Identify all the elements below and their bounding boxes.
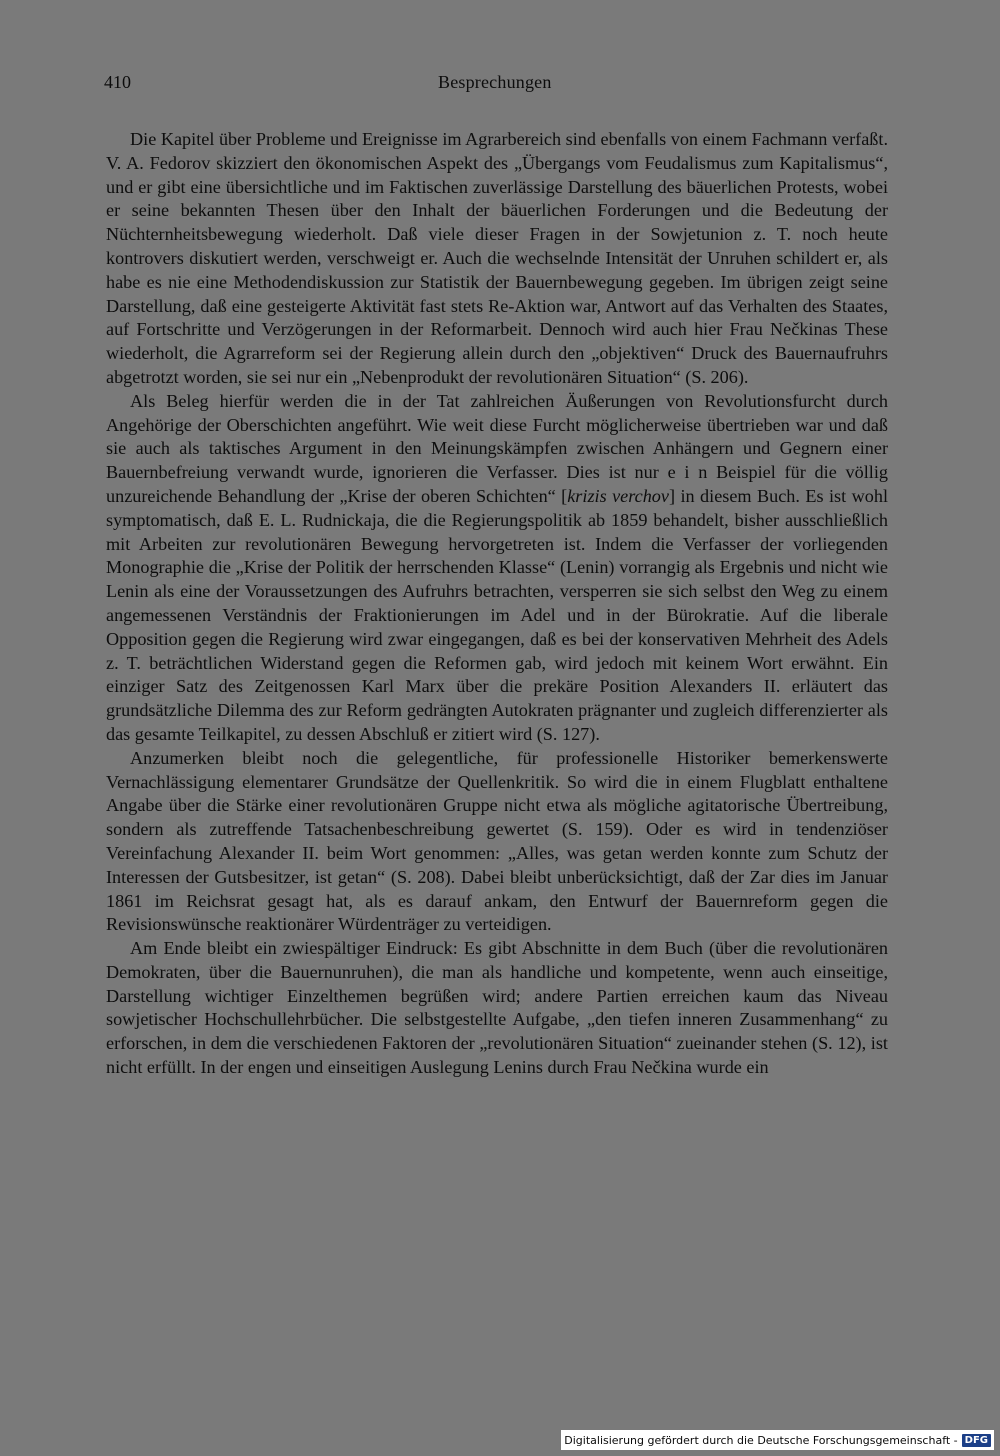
paragraph-1: Die Kapitel über Probleme und Ereignisse im Agrarbereich sind ebenfalls von einem Fachmann verfaßt. V. A. Fedorov skizziert den ökonomischen Aspekt des „Übergangs vom Feudalismus zum Kapitalismus“, und er gibt eine übersichtliche und im Faktischen zuverlässige Darstellung des bäuerlichen Protests, wobei er seine bekannten Thesen über den Inhalt der bäuerlichen Forderungen und die Bedeutung der Nüchternheitsbewegung wiederholt. Daß viele dieser Fragen in der Sowjetunion z. T. noch heute kontrovers diskutiert werden, verschweigt er. Auch die wechselnde Intensität der Unruhen schildert er, als habe es nie eine Methodendiskussion zur Statistik der Bauernbewegung gegeben. Im übrigen zeigt seine Darstellung, daß eine gesteigerte Aktivität fast stets Re-Aktion war, Antwort auf das Verhalten des Staates, auf Fortschritte und Verzögerungen in der Reformarbeit. Dennoch wird auch hier Frau Nečkinas These wiederholt, die Agrarreform sei der Regierung allein durch den „objektiven“ Druck des Bauernaufruhrs abgetrotzt worden, sie sei nur ein „Nebenprodukt der revolutionären Situation“ (S. 206). <box>106 129 888 387</box>
article-body <box>106 128 888 1080</box>
paragraph-3: Anzumerken bleibt noch die gelegentliche, für professionelle Historiker bemerkenswerte Vernachlässigung elementarer Grundsätze der Quellenkritik. So wird die in einem Flugblatt enthaltene Angabe über die Stärke einer revolutionären Gruppe nicht etwa als mögliche agitatorische Übertreibung, sondern als zutreffende Tatsachenbeschreibung gewertet (S. 159). Oder es wird in tendenziöser Vereinfachung Alexander II. beim Wort genommen: „Alles, was getan werden konnte zum Schutz der Interessen der Gutsbesitzer, ist getan“ (S. 208). Dabei bleibt unberücksichtigt, daß der Zar dies im Januar 1861 im Reichsrat gesagt hat, als es darauf ankam, den Entwurf der Bauernreform gegen die Revisionswünsche reaktionärer Würdenträger zu verteidigen. <box>106 747 888 935</box>
digitization-footer <box>561 1430 994 1450</box>
paragraph-2: Als Beleg hierfür werden die in der Tat zahlreichen Äußerungen von Revolutionsfurcht durch Angehörige der Oberschichten angeführt. Wie weit diese Furcht möglicherweise übertrieben war und daß sie auch als taktisches Argument in den Meinungskämpfen zwischen Anhängern und Gegnern einer Bauernbefreiung verwandt wurde, ignorieren die Verfasser. Dies ist nur e i n Beispiel für die völlig unzureichende Behandlung der „Krise der oberen Schichten“ [krizis verchov] in diesem Buch. Es ist wohl symptomatisch, daß E. L. Rudnickaja, die die Regierungspolitik ab 1859 behandelt, bisher ausschließlich mit Arbeiten zur revolutionären Bewegung hervorgetreten ist. Indem die Verfasser der vorliegenden Monographie die „Krise der Politik der herrschenden Klasse“ (Lenin) vorrangig als Ergebnis und nicht wie Lenin als eine der Voraussetzungen des Aufruhrs betrachten, versperren sie sich selbst den Weg zu einem angemessenen Verständnis der Fraktionierungen im Adel und in der Bürokratie. Auf die liberale Opposition gegen die Regierung wird zwar eingegangen, daß es bei der konservativen Mehrheit des Adels z. T. beträchtlichen Widerstand gegen die Reformen gab, wird jedoch mit keinem Wort erwähnt. Ein einziger Satz des Zeitgenossen Karl Marx über die prekäre Position Alexanders II. erläutert das grundsätzliche Dilemma des zur Reform gedrängten Autokraten prägnanter und zugleich differenzierter als das gesamte Teilkapitel, zu dessen Abschluß er zitiert wird (S. 127). <box>106 390 888 744</box>
page-number: 410 <box>104 72 131 92</box>
footer-text: Digitalisierung gefördert durch die Deutsche Forschungsgemeinschaft - <box>564 1433 958 1447</box>
page-header <box>104 72 886 98</box>
running-head: Besprechungen <box>438 72 552 92</box>
dfg-logo: DFG <box>962 1434 991 1447</box>
italic-term: krizis verchov <box>567 485 669 506</box>
paragraph-4: Am Ende bleibt ein zwiespältiger Eindruck: Es gibt Abschnitte in dem Buch (über die revolutionären Demokraten, über die Bauernunruhen), die man als handliche und kompetente, wenn auch einseitige, Darstellung wichtiger Einzelthemen begrüßen wird; andere Partien erreichen kaum das Niveau sowjetischer Hochschullehrbücher. Die selbstgestellte Aufgabe, „den tiefen inneren Zusammenhang“ zu erforschen, in dem die verschiedenen Faktoren der „revolutionären Situation“ zueinander stehen (S. 12), ist nicht erfüllt. In der engen und einseitigen Auslegung Lenins durch Frau Nečkina wurde ein <box>106 938 888 1078</box>
